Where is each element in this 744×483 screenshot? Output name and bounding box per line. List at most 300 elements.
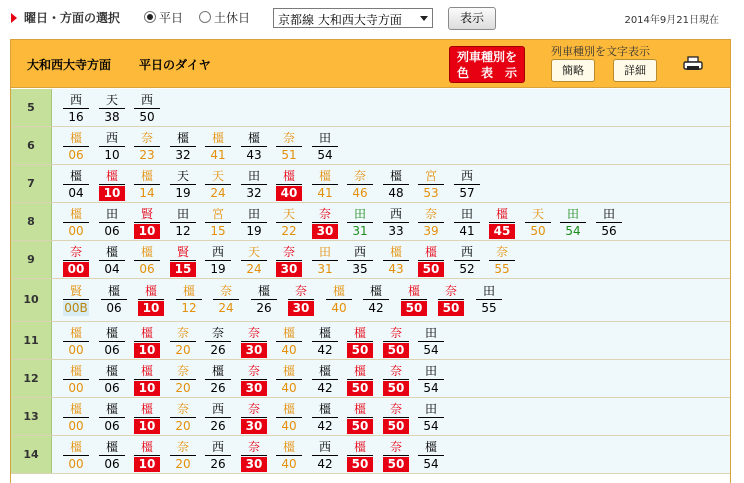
- destination-mark: 奈: [213, 284, 239, 300]
- departure[interactable]: [383, 402, 409, 434]
- destination-mark: 天: [205, 169, 231, 185]
- destination-mark: 橿: [99, 169, 125, 185]
- destination-mark: 橿: [170, 131, 196, 147]
- destination-mark: 奈: [170, 440, 196, 456]
- departure[interactable]: [134, 207, 160, 239]
- departure[interactable]: [134, 364, 160, 396]
- departure[interactable]: [347, 402, 373, 434]
- departure-minute: 10: [134, 343, 160, 358]
- destination-mark: 橿: [138, 284, 164, 300]
- departure[interactable]: [347, 440, 373, 472]
- as-of-date: 2014年9月21日現在: [624, 15, 719, 26]
- destination-mark: 橿: [63, 440, 89, 456]
- departure[interactable]: [347, 169, 373, 201]
- departure-minute: 06: [104, 419, 120, 433]
- departure[interactable]: [63, 245, 89, 277]
- departure[interactable]: [101, 284, 127, 316]
- departure[interactable]: [213, 284, 239, 316]
- destination-mark: 橿: [326, 284, 352, 300]
- destination-mark: 奈: [170, 402, 196, 418]
- departure-minute: 10: [134, 224, 160, 239]
- chevron-down-icon: [420, 16, 428, 21]
- show-button[interactable]: 表示: [448, 7, 496, 30]
- destination-mark: 橿: [99, 326, 125, 342]
- departure[interactable]: [276, 131, 302, 163]
- departure[interactable]: [134, 402, 160, 434]
- departure[interactable]: [99, 440, 125, 472]
- departure[interactable]: [205, 364, 231, 396]
- destination-mark: 田: [241, 169, 267, 185]
- departure-minute: 20: [175, 457, 191, 471]
- departure[interactable]: [170, 245, 196, 277]
- destination-mark: 賢: [63, 284, 89, 300]
- departure[interactable]: [63, 284, 89, 316]
- departure[interactable]: [241, 169, 267, 201]
- departure[interactable]: [312, 169, 338, 201]
- departure-minute: 54: [423, 343, 439, 357]
- destination-mark: 田: [312, 245, 338, 261]
- destination-mark: 奈: [241, 364, 267, 380]
- departure-minute: 51: [281, 148, 297, 162]
- destination-mark: 奈: [276, 131, 302, 147]
- day-kind-title: 平日のダイヤ: [139, 58, 211, 72]
- departure-minute: 45: [489, 224, 515, 239]
- departure[interactable]: [276, 207, 302, 239]
- departure[interactable]: [276, 326, 302, 358]
- departure-minute: 43: [388, 262, 404, 276]
- departure[interactable]: [312, 207, 338, 239]
- hour-cell: [11, 436, 52, 473]
- destination-mark: 天: [276, 207, 302, 223]
- departure[interactable]: [134, 326, 160, 358]
- departure[interactable]: [170, 207, 196, 239]
- departure-minute: 10: [134, 381, 160, 396]
- text-display-label: 列車種別を文字表示: [551, 45, 650, 58]
- departure-minute: 50: [401, 301, 427, 316]
- departure[interactable]: [401, 284, 427, 316]
- departure[interactable]: [525, 207, 551, 239]
- hour-row: [11, 398, 730, 436]
- departure-minute: 23: [139, 148, 155, 162]
- departure-minute: 42: [317, 381, 333, 395]
- departure[interactable]: [383, 207, 409, 239]
- destination-mark: 橿: [251, 284, 277, 300]
- departure-minute: 54: [423, 419, 439, 433]
- destination-mark: 田: [312, 131, 338, 147]
- departure[interactable]: [312, 364, 338, 396]
- destination-mark: 橿: [63, 326, 89, 342]
- selection-title: 曜日・方面の選択: [24, 11, 121, 25]
- departure-minute: 52: [459, 262, 475, 276]
- destination-mark: 橿: [63, 169, 89, 185]
- hour-cell: [11, 127, 52, 164]
- departure-minute: 56: [601, 224, 617, 238]
- departure[interactable]: [347, 245, 373, 277]
- departure-minute: 26: [256, 301, 272, 315]
- departure[interactable]: [205, 131, 231, 163]
- departure-minute: 22: [281, 224, 297, 238]
- destination-mark: 宮: [205, 207, 231, 223]
- destination-mark: 田: [241, 207, 267, 223]
- holiday-radio-label[interactable]: 土休日: [214, 11, 251, 25]
- hour-cell: [11, 89, 52, 126]
- destination-mark: 奈: [347, 169, 373, 185]
- departure-minute: 30: [241, 381, 267, 396]
- departure[interactable]: [489, 207, 515, 239]
- departure[interactable]: [347, 364, 373, 396]
- departure-minute: 33: [388, 224, 404, 238]
- departure[interactable]: [241, 364, 267, 396]
- destination-mark: 橿: [276, 402, 302, 418]
- departure-minute: 14: [139, 186, 155, 200]
- departure[interactable]: [347, 207, 373, 239]
- departure-minute: 32: [175, 148, 191, 162]
- departure[interactable]: [170, 364, 196, 396]
- departure[interactable]: [134, 245, 160, 277]
- departure[interactable]: [205, 440, 231, 472]
- departure-minute: 50: [347, 381, 373, 396]
- departure[interactable]: [99, 364, 125, 396]
- direction-select-value: 京都線 大和西大寺方面: [278, 13, 402, 27]
- departure-minute: 30: [276, 262, 302, 277]
- destination-mark: 橿: [312, 402, 338, 418]
- departure[interactable]: [489, 245, 515, 277]
- departure[interactable]: [63, 93, 89, 125]
- departure-minute: 00: [68, 457, 84, 471]
- departure[interactable]: [170, 169, 196, 201]
- departure[interactable]: [205, 169, 231, 201]
- departure-minute: 30: [241, 419, 267, 434]
- destination-mark: 賢: [134, 207, 160, 223]
- departure[interactable]: [176, 284, 202, 316]
- print-icon[interactable]: [683, 56, 703, 72]
- departure[interactable]: [383, 245, 409, 277]
- departure[interactable]: [205, 245, 231, 277]
- hour-cell: [11, 322, 52, 359]
- departure[interactable]: [383, 440, 409, 472]
- destination-mark: 奈: [241, 326, 267, 342]
- hour-label: 6: [27, 139, 35, 152]
- departure[interactable]: [138, 284, 164, 316]
- hour-row: [11, 127, 730, 165]
- departure[interactable]: [241, 326, 267, 358]
- hour-label: 8: [27, 215, 35, 228]
- departure[interactable]: [134, 169, 160, 201]
- hour-row: [11, 436, 730, 474]
- departure[interactable]: [454, 169, 480, 201]
- departure-minute: 24: [246, 262, 262, 276]
- departure[interactable]: [205, 326, 231, 358]
- departure-minute: 54: [317, 148, 333, 162]
- departure-minute: 04: [104, 262, 120, 276]
- departure[interactable]: [63, 169, 89, 201]
- departure[interactable]: [454, 245, 480, 277]
- departure-minute: 50: [347, 419, 373, 434]
- departure-minute: 00: [68, 419, 84, 433]
- departure-minute: 24: [210, 186, 226, 200]
- departure-minute: 40: [281, 419, 297, 433]
- departure-minute: 39: [423, 224, 439, 238]
- departure[interactable]: [241, 440, 267, 472]
- departure[interactable]: [170, 326, 196, 358]
- destination-mark: 橿: [347, 364, 373, 380]
- timetable-panel: [10, 39, 731, 483]
- departure[interactable]: [63, 131, 89, 163]
- departure-minute: 20: [175, 381, 191, 395]
- departure[interactable]: [438, 284, 464, 316]
- destination-mark: 橿: [99, 245, 125, 261]
- departure-minute: 42: [368, 301, 384, 315]
- hour-row: [11, 89, 730, 127]
- departure[interactable]: [241, 402, 267, 434]
- departure[interactable]: [363, 284, 389, 316]
- destination-mark: 橿: [134, 326, 160, 342]
- departure[interactable]: [454, 207, 480, 239]
- destination-mark: 西: [205, 245, 231, 261]
- departure-minute: 50: [418, 262, 444, 277]
- departure-minute: 06: [104, 343, 120, 357]
- departure[interactable]: [326, 284, 352, 316]
- destination-mark: 田: [454, 207, 480, 223]
- departure[interactable]: [276, 440, 302, 472]
- departure[interactable]: [383, 364, 409, 396]
- destination-mark: 奈: [241, 402, 267, 418]
- direction-select[interactable]: [273, 8, 433, 28]
- departure[interactable]: [99, 169, 125, 201]
- destination-mark: 宮: [418, 169, 444, 185]
- hour-label: 11: [23, 334, 39, 347]
- departure-minute: 31: [352, 224, 368, 238]
- departure-minute: 55: [481, 301, 497, 315]
- hour-row: [11, 165, 730, 203]
- hour-cell: [11, 360, 52, 397]
- departure-minute: 42: [317, 457, 333, 471]
- departure-minute: 06: [104, 224, 120, 238]
- destination-mark: 奈: [288, 284, 314, 300]
- departure[interactable]: [276, 245, 302, 277]
- departure[interactable]: [205, 207, 231, 239]
- departure[interactable]: [418, 245, 444, 277]
- destination-mark: 橿: [63, 402, 89, 418]
- destination-mark: 田: [560, 207, 586, 223]
- destination-mark: 西: [205, 402, 231, 418]
- departure[interactable]: [418, 402, 444, 434]
- departure-minute: 50: [383, 419, 409, 434]
- holiday-radio[interactable]: [199, 11, 211, 23]
- destination-mark: 橿: [347, 326, 373, 342]
- departure[interactable]: [312, 245, 338, 277]
- departure[interactable]: [276, 402, 302, 434]
- departure[interactable]: [560, 207, 586, 239]
- destination-mark: 橿: [134, 440, 160, 456]
- hour-label: 13: [23, 410, 39, 423]
- departure[interactable]: [418, 440, 444, 472]
- hour-label: 7: [27, 177, 35, 190]
- departure[interactable]: [288, 284, 314, 316]
- departure-minute: 41: [210, 148, 226, 162]
- hour-cell: [11, 279, 52, 321]
- departure[interactable]: [418, 207, 444, 239]
- departure[interactable]: [63, 326, 89, 358]
- departure-minute: 12: [181, 301, 197, 315]
- destination-mark: 橿: [99, 440, 125, 456]
- departure-minute: 31: [317, 262, 333, 276]
- destination-mark: 橿: [276, 364, 302, 380]
- destination-mark: 奈: [438, 284, 464, 300]
- departure[interactable]: [418, 169, 444, 201]
- departure-minute: 15: [210, 224, 226, 238]
- departure[interactable]: [596, 207, 622, 239]
- departure[interactable]: [383, 169, 409, 201]
- departure-minute: 50: [383, 343, 409, 358]
- departure-minute: 41: [459, 224, 475, 238]
- departure[interactable]: [63, 440, 89, 472]
- departure-minute: 50: [383, 381, 409, 396]
- destination-mark: 橿: [276, 440, 302, 456]
- destination-mark: 天: [170, 169, 196, 185]
- departure[interactable]: [418, 364, 444, 396]
- departure[interactable]: [312, 402, 338, 434]
- departure-minute: 20: [175, 419, 191, 433]
- departure[interactable]: [99, 326, 125, 358]
- departure-minute: 40: [281, 381, 297, 395]
- departure[interactable]: [99, 402, 125, 434]
- hour-label: 14: [23, 448, 39, 461]
- color-display-button[interactable]: [449, 46, 525, 83]
- departure[interactable]: [276, 169, 302, 201]
- hour-label: 9: [27, 253, 35, 266]
- departure[interactable]: [312, 131, 338, 163]
- destination-mark: 天: [525, 207, 551, 223]
- departure-minute: 42: [317, 419, 333, 433]
- departure-minute: 41: [317, 186, 333, 200]
- destination-mark: 田: [596, 207, 622, 223]
- hour-row: [11, 279, 730, 322]
- destination-mark: 奈: [383, 402, 409, 418]
- departure-minute: 10: [104, 148, 120, 162]
- destination-mark: 橿: [418, 245, 444, 261]
- departure[interactable]: [276, 364, 302, 396]
- departure[interactable]: [312, 440, 338, 472]
- destination-mark: 橿: [418, 440, 444, 456]
- departure-minute: 06: [104, 381, 120, 395]
- destination-mark: 田: [99, 207, 125, 223]
- destination-mark: 奈: [383, 326, 409, 342]
- destination-mark: 橿: [383, 169, 409, 185]
- departure[interactable]: [476, 284, 502, 316]
- destination-mark: 橿: [134, 245, 160, 261]
- destination-mark: 田: [418, 402, 444, 418]
- departure-minute: 40: [281, 343, 297, 357]
- destination-mark: 西: [347, 245, 373, 261]
- departure-minute: 55: [494, 262, 510, 276]
- departure-minute: 50: [383, 457, 409, 472]
- departure[interactable]: [170, 402, 196, 434]
- departure-minute: 54: [423, 457, 439, 471]
- departure[interactable]: [99, 93, 125, 125]
- departure-minute: 19: [210, 262, 226, 276]
- departure-minute: 20: [175, 343, 191, 357]
- departure[interactable]: [418, 326, 444, 358]
- simple-button[interactable]: 簡略: [551, 59, 595, 82]
- departure[interactable]: [312, 326, 338, 358]
- destination-mark: 西: [134, 93, 160, 109]
- destination-mark: 奈: [63, 245, 89, 261]
- departure[interactable]: [347, 326, 373, 358]
- departure-minute: 43: [246, 148, 262, 162]
- destination-mark: 橿: [205, 131, 231, 147]
- departure-minute: 30: [241, 457, 267, 472]
- departure[interactable]: [134, 93, 160, 125]
- hour-label: 10: [23, 293, 39, 306]
- departure[interactable]: [99, 245, 125, 277]
- departure[interactable]: [241, 245, 267, 277]
- departure-minute: 06: [104, 457, 120, 471]
- destination-mark: 橿: [347, 440, 373, 456]
- departure[interactable]: [99, 207, 125, 239]
- departure-minute: 48: [388, 186, 404, 200]
- departure-minute: 35: [352, 262, 368, 276]
- top-bar: [0, 0, 744, 36]
- departure[interactable]: [99, 131, 125, 163]
- weekday-radio[interactable]: [144, 11, 156, 23]
- departure[interactable]: [170, 131, 196, 163]
- detail-button[interactable]: 詳細: [613, 59, 657, 82]
- departure-minute: 50: [347, 457, 373, 472]
- weekday-radio-label[interactable]: 平日: [159, 11, 184, 25]
- departure-minute: 00: [63, 262, 89, 277]
- departure[interactable]: [383, 326, 409, 358]
- destination-mark: 橿: [99, 402, 125, 418]
- destination-mark: 橿: [347, 402, 373, 418]
- destination-mark: 田: [418, 326, 444, 342]
- departure-minute: 06: [106, 301, 122, 315]
- timetable-header: [11, 40, 730, 88]
- departure-minute: 10: [99, 186, 125, 201]
- departure-minute: 32: [246, 186, 262, 200]
- hour-row: [11, 203, 730, 241]
- destination-mark: 西: [454, 245, 480, 261]
- destination-mark: 橿: [134, 169, 160, 185]
- destination-mark: 天: [99, 93, 125, 109]
- departure[interactable]: [134, 131, 160, 163]
- destination-mark: 奈: [170, 326, 196, 342]
- destination-mark: 奈: [170, 364, 196, 380]
- departure[interactable]: [134, 440, 160, 472]
- destination-mark: 奈: [205, 326, 231, 342]
- departure[interactable]: [63, 207, 89, 239]
- departure-minute: 16: [68, 110, 84, 124]
- destination-mark: 田: [170, 207, 196, 223]
- destination-mark: 橿: [101, 284, 127, 300]
- departure[interactable]: [241, 207, 267, 239]
- destination-mark: 橿: [99, 364, 125, 380]
- direction-title: 大和西大寺方面: [27, 58, 112, 72]
- departure[interactable]: [205, 402, 231, 434]
- destination-mark: 橿: [176, 284, 202, 300]
- departure[interactable]: [63, 402, 89, 434]
- color-display-line2: 色 表 示: [456, 66, 517, 80]
- destination-mark: 奈: [134, 131, 160, 147]
- departure-minute: 30: [241, 343, 267, 358]
- destination-mark: 橿: [134, 402, 160, 418]
- departure[interactable]: [170, 440, 196, 472]
- departure[interactable]: [251, 284, 277, 316]
- departure[interactable]: [241, 131, 267, 163]
- departure[interactable]: [63, 364, 89, 396]
- departure-minute: 50: [347, 343, 373, 358]
- hour-row: [11, 322, 730, 360]
